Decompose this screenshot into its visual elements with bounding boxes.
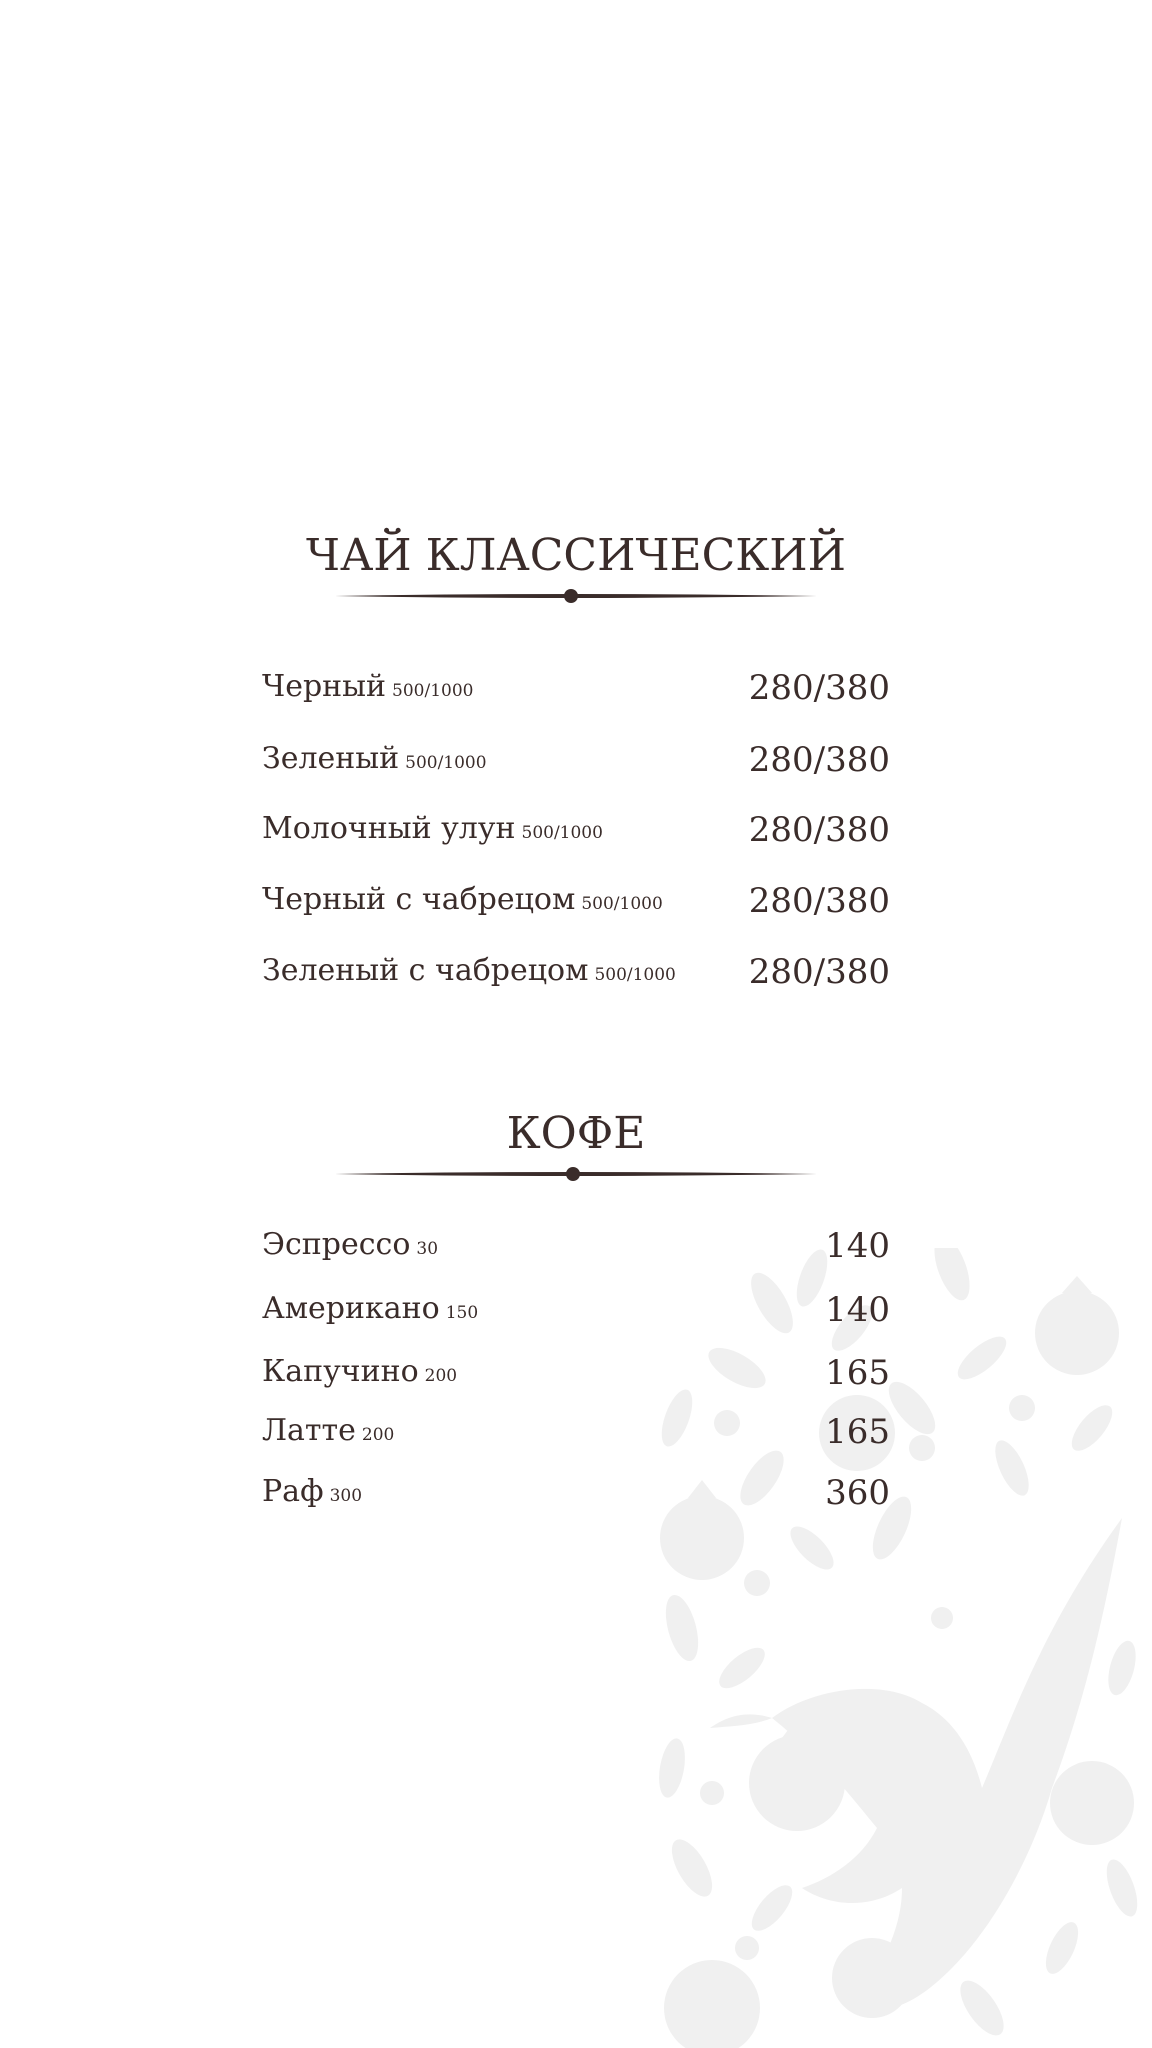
item-price: 140 bbox=[825, 1290, 890, 1330]
item-name: Молочный улун 500/1000 bbox=[262, 811, 603, 846]
item-volume: 200 bbox=[361, 1425, 395, 1445]
item-price: 280/380 bbox=[748, 952, 890, 992]
menu-item-cappuccino bbox=[262, 1351, 890, 1395]
item-volume: 300 bbox=[329, 1486, 363, 1506]
item-name: Эспрессо 30 bbox=[262, 1227, 439, 1262]
menu-item-green-tea bbox=[262, 738, 890, 782]
item-volume: 30 bbox=[416, 1239, 439, 1259]
item-volume: 500/1000 bbox=[405, 753, 487, 773]
item-volume: 200 bbox=[424, 1366, 458, 1386]
item-price: 280/380 bbox=[748, 740, 890, 780]
menu-item-black-tea bbox=[262, 666, 890, 710]
item-name: Американо 150 bbox=[262, 1291, 479, 1326]
item-price: 165 bbox=[825, 1353, 890, 1393]
title-divider-ornament bbox=[335, 589, 817, 603]
item-name: Латте 200 bbox=[262, 1413, 395, 1448]
section-title-coffee: КОФЕ bbox=[506, 1108, 646, 1159]
menu-item-americano bbox=[262, 1288, 890, 1332]
item-volume: 500/1000 bbox=[521, 823, 603, 843]
item-name: Черный с чабрецом 500/1000 bbox=[262, 882, 663, 917]
item-price: 165 bbox=[825, 1412, 890, 1452]
item-name: Черный 500/1000 bbox=[262, 669, 474, 704]
menu-item-milk-oolong bbox=[262, 808, 890, 852]
menu-item-green-tea-thyme bbox=[262, 950, 890, 994]
item-volume: 500/1000 bbox=[581, 894, 663, 914]
item-name: Зеленый с чабрецом 500/1000 bbox=[262, 953, 676, 988]
menu-item-raf bbox=[262, 1471, 890, 1515]
item-volume: 150 bbox=[445, 1303, 479, 1323]
item-name: Зеленый 500/1000 bbox=[262, 741, 487, 776]
item-volume: 500/1000 bbox=[392, 681, 474, 701]
item-price: 360 bbox=[825, 1473, 890, 1513]
item-price: 280/380 bbox=[748, 810, 890, 850]
item-price: 280/380 bbox=[748, 881, 890, 921]
item-price: 280/380 bbox=[748, 668, 890, 708]
item-name: Раф 300 bbox=[262, 1474, 363, 1509]
menu-item-espresso bbox=[262, 1224, 890, 1268]
item-name: Капучино 200 bbox=[262, 1354, 458, 1389]
item-price: 140 bbox=[825, 1226, 890, 1266]
item-volume: 500/1000 bbox=[594, 965, 676, 985]
section-title-tea: ЧАЙ КЛАССИЧЕСКИЙ bbox=[305, 530, 847, 581]
title-divider-ornament bbox=[335, 1167, 817, 1181]
menu-item-black-tea-thyme bbox=[262, 879, 890, 923]
menu-item-latte bbox=[262, 1410, 890, 1454]
